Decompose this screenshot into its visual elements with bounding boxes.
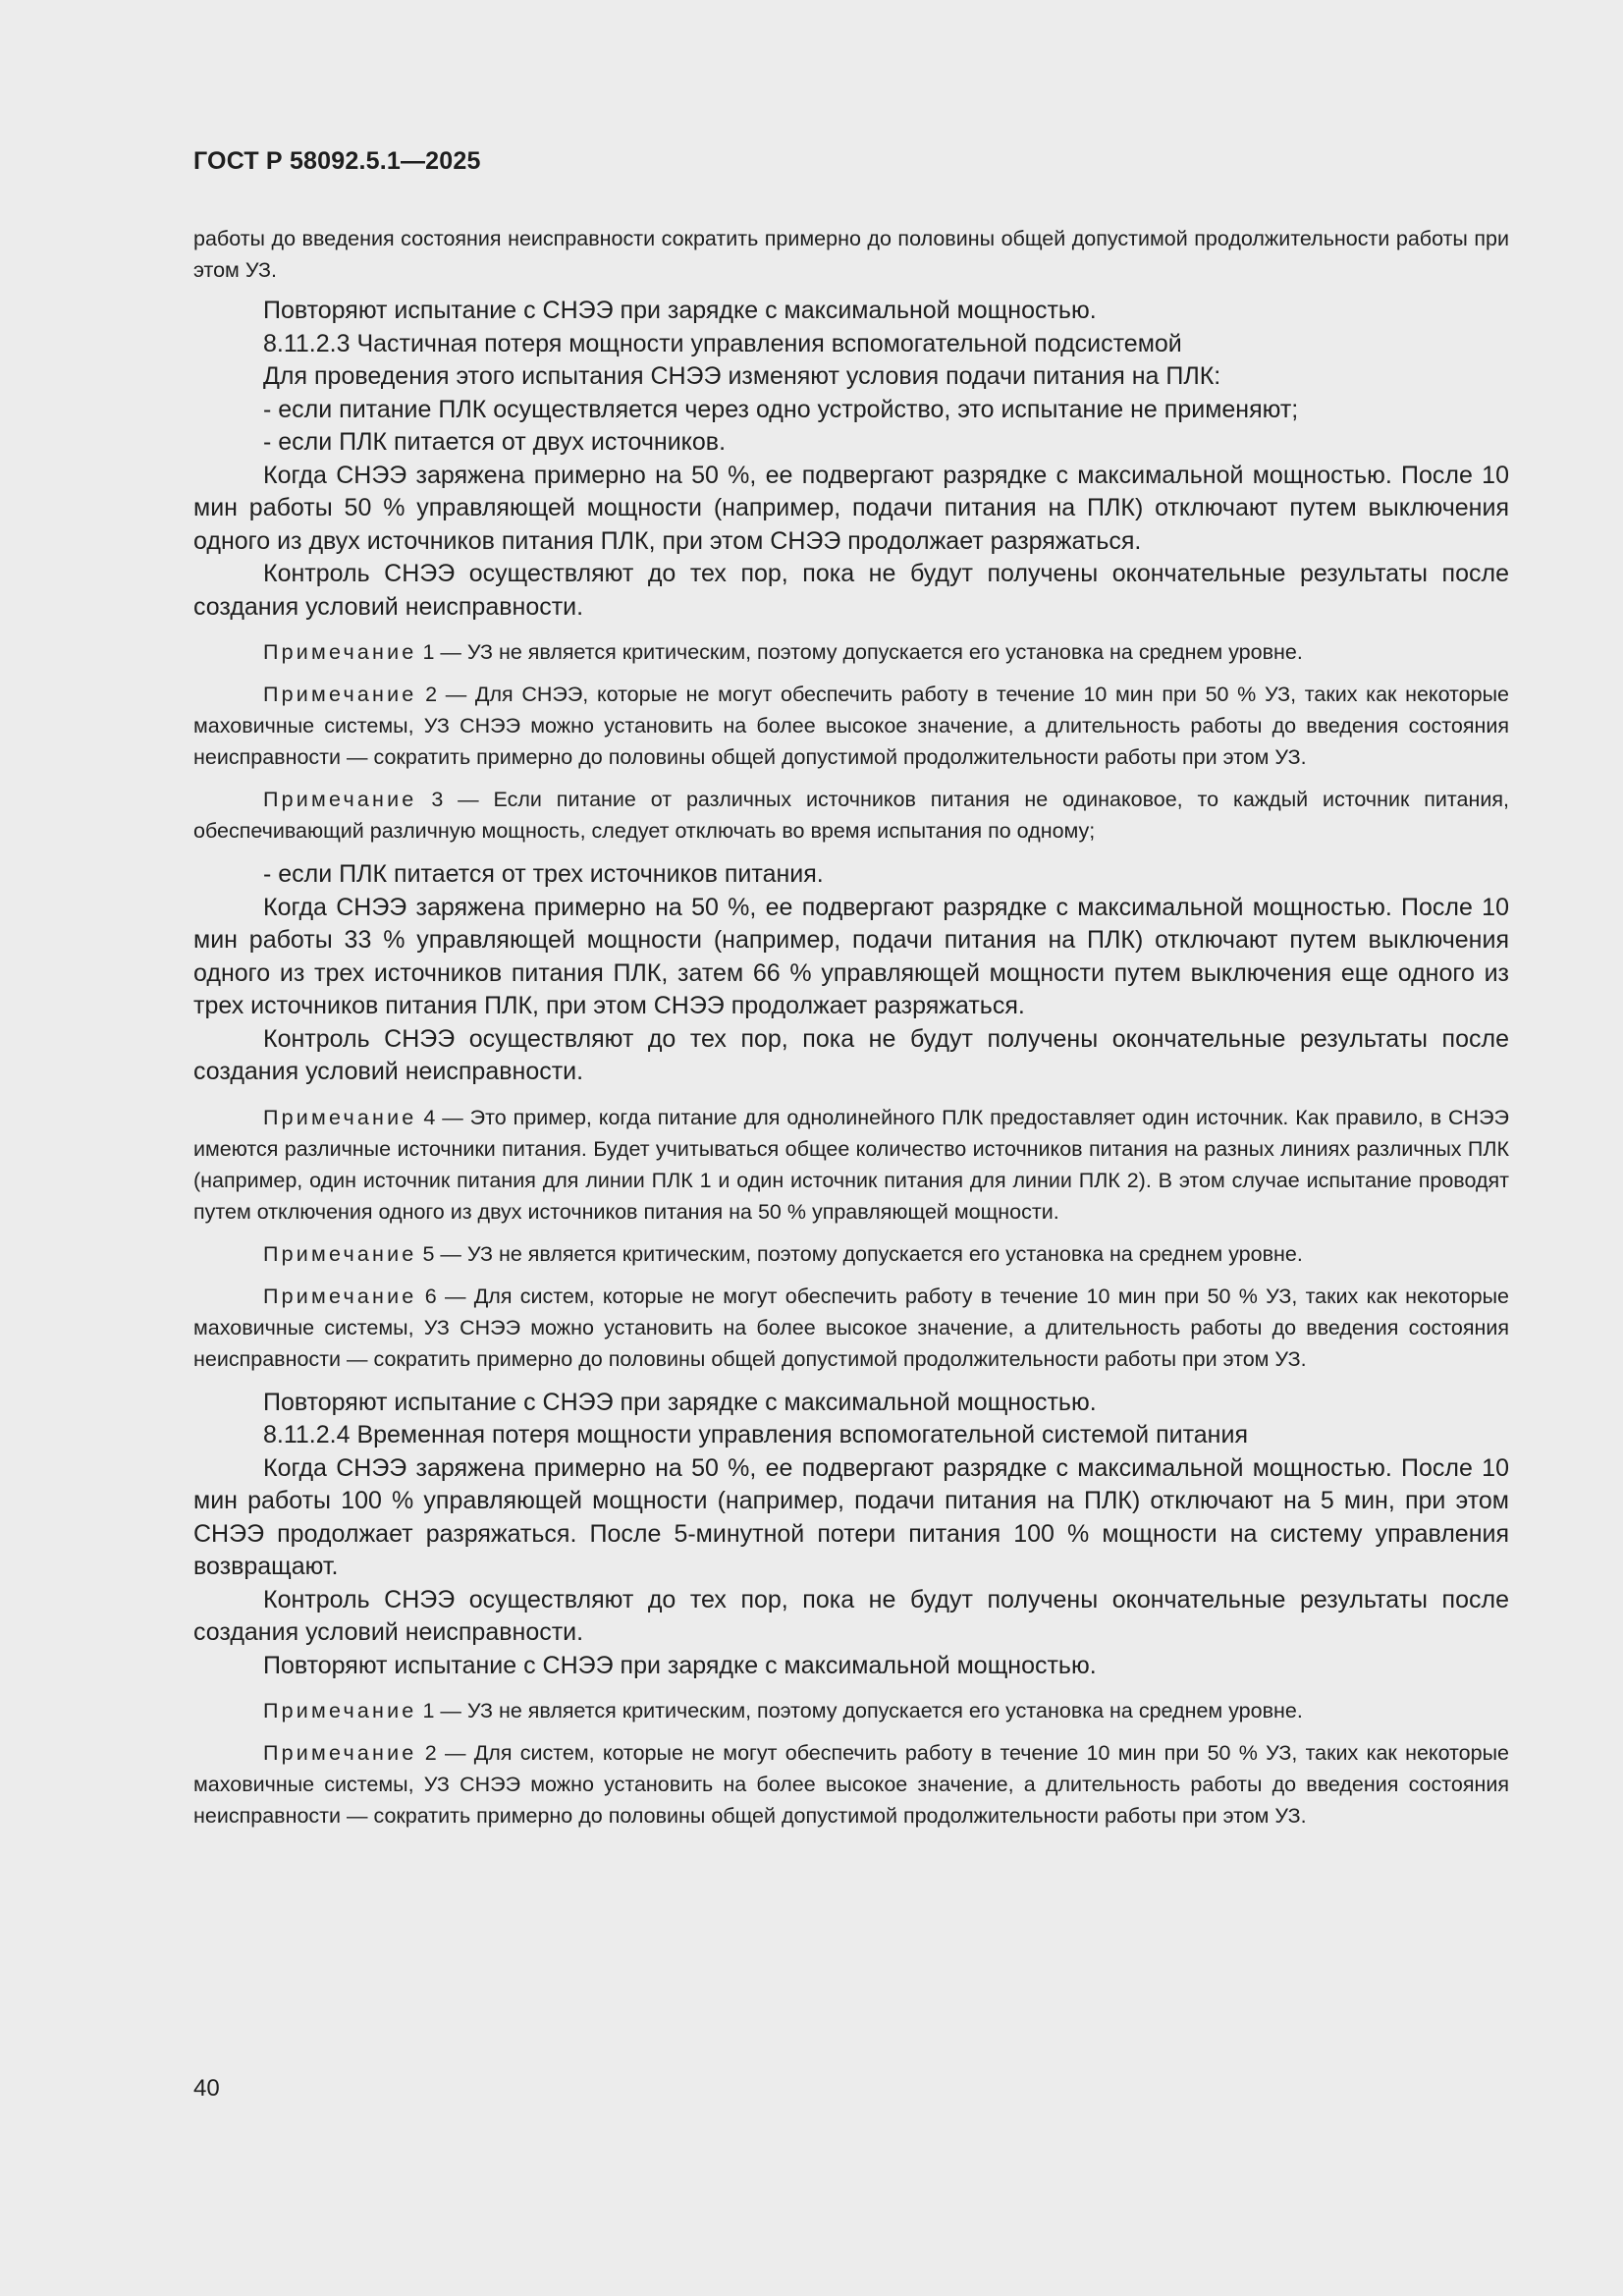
body-paragraph: Контроль СНЭЭ осуществляют до тех пор, пока не будут получены окончательные результаты после создания условий неисправности. [193, 1585, 1509, 1646]
note-label: Примечание [263, 1741, 417, 1765]
note-text: 1 — УЗ не является критическим, поэтому допускается его установка на среднем уровне. [422, 1699, 1303, 1722]
body-paragraph: Контроль СНЭЭ осуществляют до тех пор, пока не будут получены окончательные результаты после создания условий неисправности. [193, 1024, 1509, 1085]
note [193, 1737, 1509, 1831]
note-label: Примечание [263, 1284, 417, 1308]
body-paragraph: Повторяют испытание с СНЭЭ при зарядке с максимальной мощностью. [263, 1651, 1097, 1679]
page-content [193, 223, 1509, 1840]
body-paragraph: Для проведения этого испытания СНЭЭ изменяют условия подачи питания на ПЛК: [263, 362, 1221, 390]
note [193, 1238, 1509, 1270]
note-text: 3 — Если питание от различных источников питания не одинаковое, то каждый источник питания, обеспечивающий различную мощность, следует отключать во время испытания по одному; [193, 788, 1509, 843]
note [193, 1102, 1509, 1228]
list-item: - если питание ПЛК осуществляется через одно устройство, это испытание не применяют; [263, 395, 1299, 423]
note-text: 4 — Это пример, когда питание для однолинейного ПЛК предоставляет один источник. Как правило, в СНЭЭ имеются различные источники питания. Будет учитываться общее количество источников питания на разных линиях различных ПЛК (например, один источник питания для линии ПЛК 1 и один источник питания для линии ПЛК 2). В этом случае испытание проводят путем отключения одного из двух источников питания на 50 % управляющей мощности. [193, 1105, 1509, 1224]
section-heading-8-11-2-3: 8.11.2.3 Частичная потеря мощности управления вспомогательной подсистемой [263, 329, 1182, 357]
note-text: 2 — Для СНЭЭ, которые не могут обеспечить работу в течение 10 мин при 50 % УЗ, таких как некоторые маховичные системы, УЗ СНЭЭ можно установить на более высокое значение, а длительность работы до введения состояния неисправности — сократить примерно до половины общей допустимой продолжительности работы при этом УЗ. [193, 683, 1509, 769]
note [193, 636, 1509, 668]
note-label: Примечание [263, 640, 417, 664]
body-paragraph: Повторяют испытание с СНЭЭ при зарядке с максимальной мощностью. [263, 1388, 1097, 1416]
note [193, 1281, 1509, 1375]
note [193, 679, 1509, 773]
body-paragraph: Когда СНЭЭ заряжена примерно на 50 %, ее подвергают разрядке с максимальной мощностью. После 10 мин работы 100 % управляющей мощности (например, подачи питания на ПЛК) отключают на 5 мин, при этом СНЭЭ продолжает разряжаться. После 5-минутной потери питания 100 % мощности на систему управления возвращают. [193, 1453, 1509, 1580]
body-paragraph: Повторяют испытание с СНЭЭ при зарядке с максимальной мощностью. [263, 297, 1097, 324]
note-label: Примечание [263, 1105, 417, 1129]
note-text: 2 — Для систем, которые не могут обеспечить работу в течение 10 мин при 50 % УЗ, таких как некоторые маховичные системы, УЗ СНЭЭ можно установить на более высокое значение, а длительность работы до введения состояния неисправности — сократить примерно до половины общей допустимой продолжительности работы при этом УЗ. [193, 1741, 1509, 1828]
note-label: Примечание [263, 1699, 417, 1722]
body-paragraph: Когда СНЭЭ заряжена примерно на 50 %, ее подвергают разрядке с максимальной мощностью. После 10 мин работы 33 % управляющей мощности (например, подачи питания на ПЛК) отключают путем выключения одного из трех источников питания ПЛК, затем 66 % управляющей мощности путем выключения еще одного из трех источников питания ПЛК, при этом СНЭЭ продолжает разряжаться. [193, 893, 1509, 1019]
note-label: Примечание [263, 1241, 417, 1266]
list-item: - если ПЛК питается от двух источников. [263, 428, 727, 456]
list-item: - если ПЛК питается от трех источников питания. [263, 860, 824, 888]
note [193, 784, 1509, 847]
body-paragraph: Когда СНЭЭ заряжена примерно на 50 %, ее подвергают разрядке с максимальной мощностью. После 10 мин работы 50 % управляющей мощности (например, подачи питания на ПЛК) отключают путем выключения одного из двух источников питания ПЛК, при этом СНЭЭ продолжает разряжаться. [193, 461, 1509, 555]
note-label: Примечание [263, 788, 417, 811]
note-text: 5 — УЗ не является критическим, поэтому допускается его установка на среднем уровне. [422, 1241, 1303, 1266]
body-paragraph: Контроль СНЭЭ осуществляют до тех пор, пока не будут получены окончательные результаты после создания условий неисправности. [193, 560, 1509, 621]
note [193, 1695, 1509, 1726]
note-text: 1 — УЗ не является критическим, поэтому допускается его установка на среднем уровне. [422, 640, 1303, 664]
page-header-standard-id: ГОСТ Р 58092.5.1—2025 [193, 147, 481, 175]
page-number: 40 [193, 2075, 220, 2102]
note-text: 6 — Для систем, которые не могут обеспечить работу в течение 10 мин при 50 % УЗ, таких как некоторые маховичные системы, УЗ СНЭЭ можно установить на более высокое значение, а длительность работы до введения состояния неисправности — сократить примерно до половины общей допустимой продолжительности работы при этом УЗ. [193, 1284, 1509, 1371]
section-heading-8-11-2-4: 8.11.2.4 Временная потеря мощности управления вспомогательной системой питания [263, 1421, 1248, 1449]
note-label: Примечание [263, 683, 417, 706]
continued-paragraph: работы до введения состояния неисправности сократить примерно до половины общей допустимой продолжительности работы при этом УЗ. [193, 227, 1509, 282]
